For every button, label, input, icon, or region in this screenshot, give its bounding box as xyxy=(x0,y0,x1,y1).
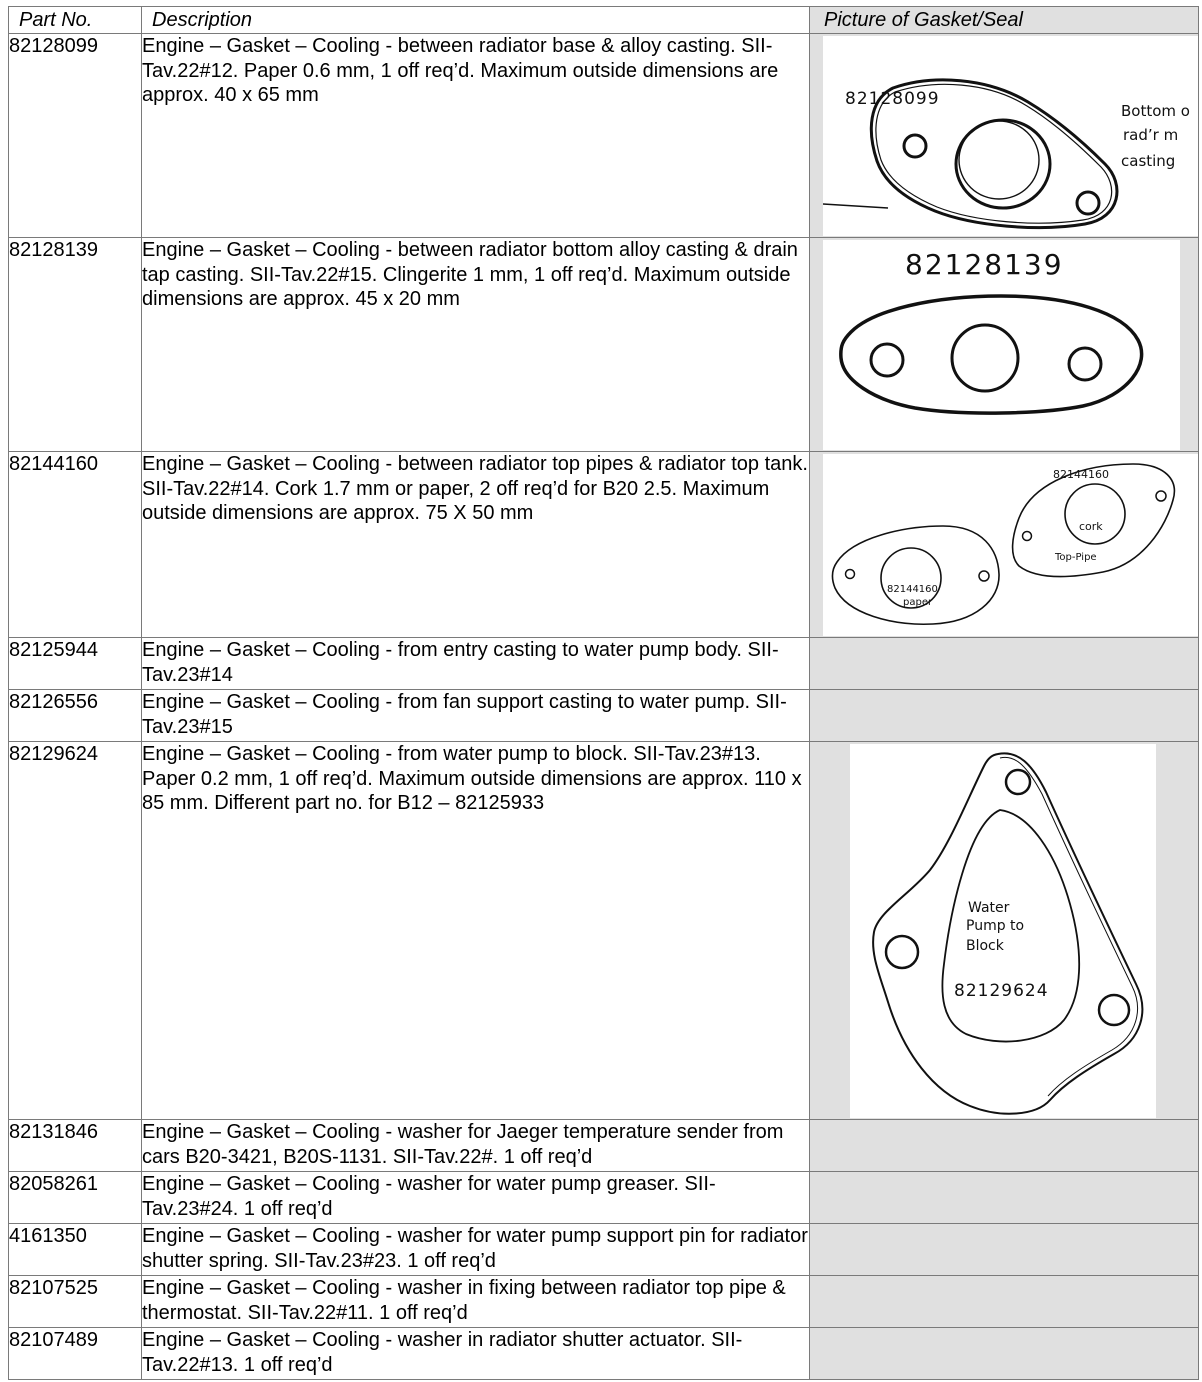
table-row xyxy=(9,238,1199,452)
picture-header: Picture of Gasket/Seal xyxy=(810,7,1199,34)
part-description: Engine – Gasket – Cooling - between radiator bottom alloy casting & drain tap casting. SII-Tav.22#15. Clingerite 1 mm, 1 off req’d. Maximum outside dimensions are approx. 45 x 20 mm xyxy=(142,238,810,452)
part-description: Engine – Gasket – Cooling - washer for Jaeger temperature sender from cars B20-3421, B20S-1131. SII-Tav.22#. 1 off req’d xyxy=(142,1120,810,1172)
part-description: Engine – Gasket – Cooling - between radiator base & alloy casting. SII-Tav.22#12. Paper 0.6 mm, 1 off req’d. Maximum outside dimensions are approx. 40 x 65 mm xyxy=(142,34,810,238)
part-number: 82128099 xyxy=(9,34,142,238)
table-row xyxy=(9,34,1199,238)
part-number: 4161350 xyxy=(9,1224,142,1276)
part-no-header: Part No. xyxy=(9,7,142,34)
gasket-picture-cell xyxy=(810,1120,1199,1172)
part-description: Engine – Gasket – Cooling - washer in fixing between radiator top pipe & thermostat. SII-Tav.22#11. 1 off req’d xyxy=(142,1276,810,1328)
table-row xyxy=(9,638,1199,690)
gasket-picture-cell xyxy=(810,1224,1199,1276)
sketch-label: cork xyxy=(1079,520,1103,533)
description-header: Description xyxy=(142,7,810,34)
sketch-number: 82144160 xyxy=(887,584,938,595)
sketch-note-line: Bottom o xyxy=(1121,102,1190,120)
gasket-picture-cell xyxy=(810,1172,1199,1224)
gasket-picture-cell xyxy=(810,1328,1199,1380)
gasket-picture-cell xyxy=(810,1276,1199,1328)
sketch-number: 82128139 xyxy=(905,248,1064,281)
gasket-picture-cell xyxy=(810,690,1199,742)
table-row xyxy=(9,1120,1199,1172)
sketch-number: 82144160 xyxy=(1053,468,1109,481)
sketch-note-line: Block xyxy=(966,938,1004,954)
part-description: Engine – Gasket – Cooling - washer for water pump support pin for radiator shutter spring. SII-Tav.23#23. 1 off req’d xyxy=(142,1224,810,1276)
gasket-sketch-82129624 xyxy=(850,744,1156,1118)
sketch-note-line: casting xyxy=(1121,152,1176,170)
sketch-note: Top-Pipe xyxy=(1055,552,1097,563)
header-row xyxy=(9,7,1199,34)
part-description: Engine – Gasket – Cooling - from fan support casting to water pump. SII-Tav.23#15 xyxy=(142,690,810,742)
part-description: Engine – Gasket – Cooling - washer in radiator shutter actuator. SII-Tav.22#13. 1 off req’d xyxy=(142,1328,810,1380)
table-row xyxy=(9,742,1199,1120)
part-number: 82126556 xyxy=(9,690,142,742)
gasket-picture-cell xyxy=(810,638,1199,690)
part-number: 82131846 xyxy=(9,1120,142,1172)
part-description: Engine – Gasket – Cooling - washer for water pump greaser. SII-Tav.23#24. 1 off req’d xyxy=(142,1172,810,1224)
part-number: 82107489 xyxy=(9,1328,142,1380)
part-number: 82144160 xyxy=(9,452,142,638)
gasket-sketch-82128139 xyxy=(823,240,1180,450)
table-row xyxy=(9,690,1199,742)
gasket-sketch-82144160 xyxy=(823,454,1198,636)
part-number: 82125944 xyxy=(9,638,142,690)
table-row xyxy=(9,1276,1199,1328)
sketch-number: 82129624 xyxy=(954,981,1049,1001)
sketch-note-line: rad’r m xyxy=(1123,126,1179,144)
gasket-picture-cell xyxy=(810,742,1199,1120)
gasket-picture-cell xyxy=(810,238,1199,452)
part-description: Engine – Gasket – Cooling - between radiator top pipes & radiator top tank. SII-Tav.22#14. Cork 1.7 mm or paper, 2 off req’d for B20 2.5. Maximum outside dimensions are approx. 75 X 50 mm xyxy=(142,452,810,638)
table-row xyxy=(9,452,1199,638)
gasket-picture-cell xyxy=(810,452,1199,638)
part-number: 82058261 xyxy=(9,1172,142,1224)
sketch-note-line: Water xyxy=(968,900,1010,916)
table-row xyxy=(9,1172,1199,1224)
sketch-note-line: Pump to xyxy=(966,918,1025,934)
part-number: 82128139 xyxy=(9,238,142,452)
part-number: 82107525 xyxy=(9,1276,142,1328)
part-description: Engine – Gasket – Cooling - from entry casting to water pump body. SII-Tav.23#14 xyxy=(142,638,810,690)
part-number: 82129624 xyxy=(9,742,142,1120)
table-row xyxy=(9,1328,1199,1380)
sketch-number: 82128099 xyxy=(845,89,940,109)
gasket-sketch-82128099 xyxy=(823,36,1198,236)
gasket-picture-cell xyxy=(810,34,1199,238)
table-row xyxy=(9,1224,1199,1276)
sketch-label: paper xyxy=(903,597,933,608)
parts-table xyxy=(8,6,1199,1380)
part-description: Engine – Gasket – Cooling - from water pump to block. SII-Tav.23#13. Paper 0.2 mm, 1 off req’d. Maximum outside dimensions are approx. 110 x 85 mm. Different part no. for B12 – 82125933 xyxy=(142,742,810,1120)
